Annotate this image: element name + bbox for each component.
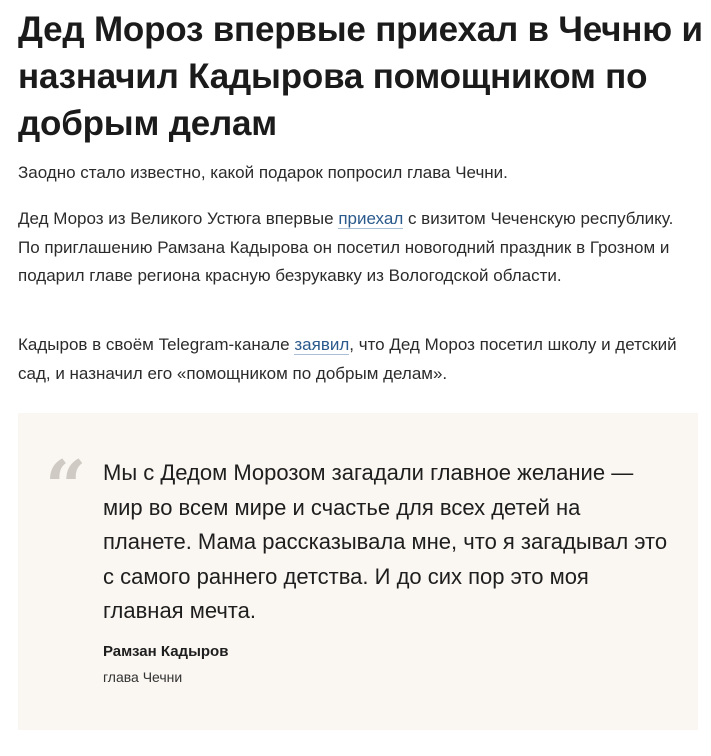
article-paragraph-1 [18, 205, 698, 291]
link-zayavil[interactable]: заявил [294, 335, 350, 354]
paragraph-1-text-start: Дед Мороз из Великого Устюга впервые [18, 209, 339, 228]
paragraph-1-text-end: с визитом Чеченскую республику. По приглашению Рамзана Кадырова он посетил новогодний праздник в Грозном и подарил главе региона красную безрукавку из Вологодской области. [18, 209, 674, 285]
paragraph-2-text-start: Кадыров в своём Telegram-канале [18, 335, 295, 354]
article-headline: Дед Мороз впервые приехал в Чечню и назначил Кадырова помощником по добрым делам [18, 10, 703, 143]
quote-block [18, 413, 698, 730]
quote-author-role: глава Чечни [103, 669, 183, 685]
quote-text: Мы с Дедом Морозом загадали главное желание — мир во всем мире и счастье для всех детей на планете. Мама рассказывала мне, что я загадывал это с самого раннего детства. И до сих пор это моя главная мечта. [103, 460, 668, 623]
article-paragraph-2 [18, 331, 698, 388]
article-lead: Заодно стало известно, какой подарок попросил глава Чечни. [18, 163, 508, 182]
link-priehal[interactable]: приехал [338, 209, 404, 228]
quote-mark-icon: “ [45, 444, 87, 529]
paragraph-2-text-end: , что Дед Мороз посетил школу и детский сад, и назначил его «помощником по добрым делам». [18, 335, 677, 383]
quote-author: Рамзан Кадыров [103, 643, 229, 660]
